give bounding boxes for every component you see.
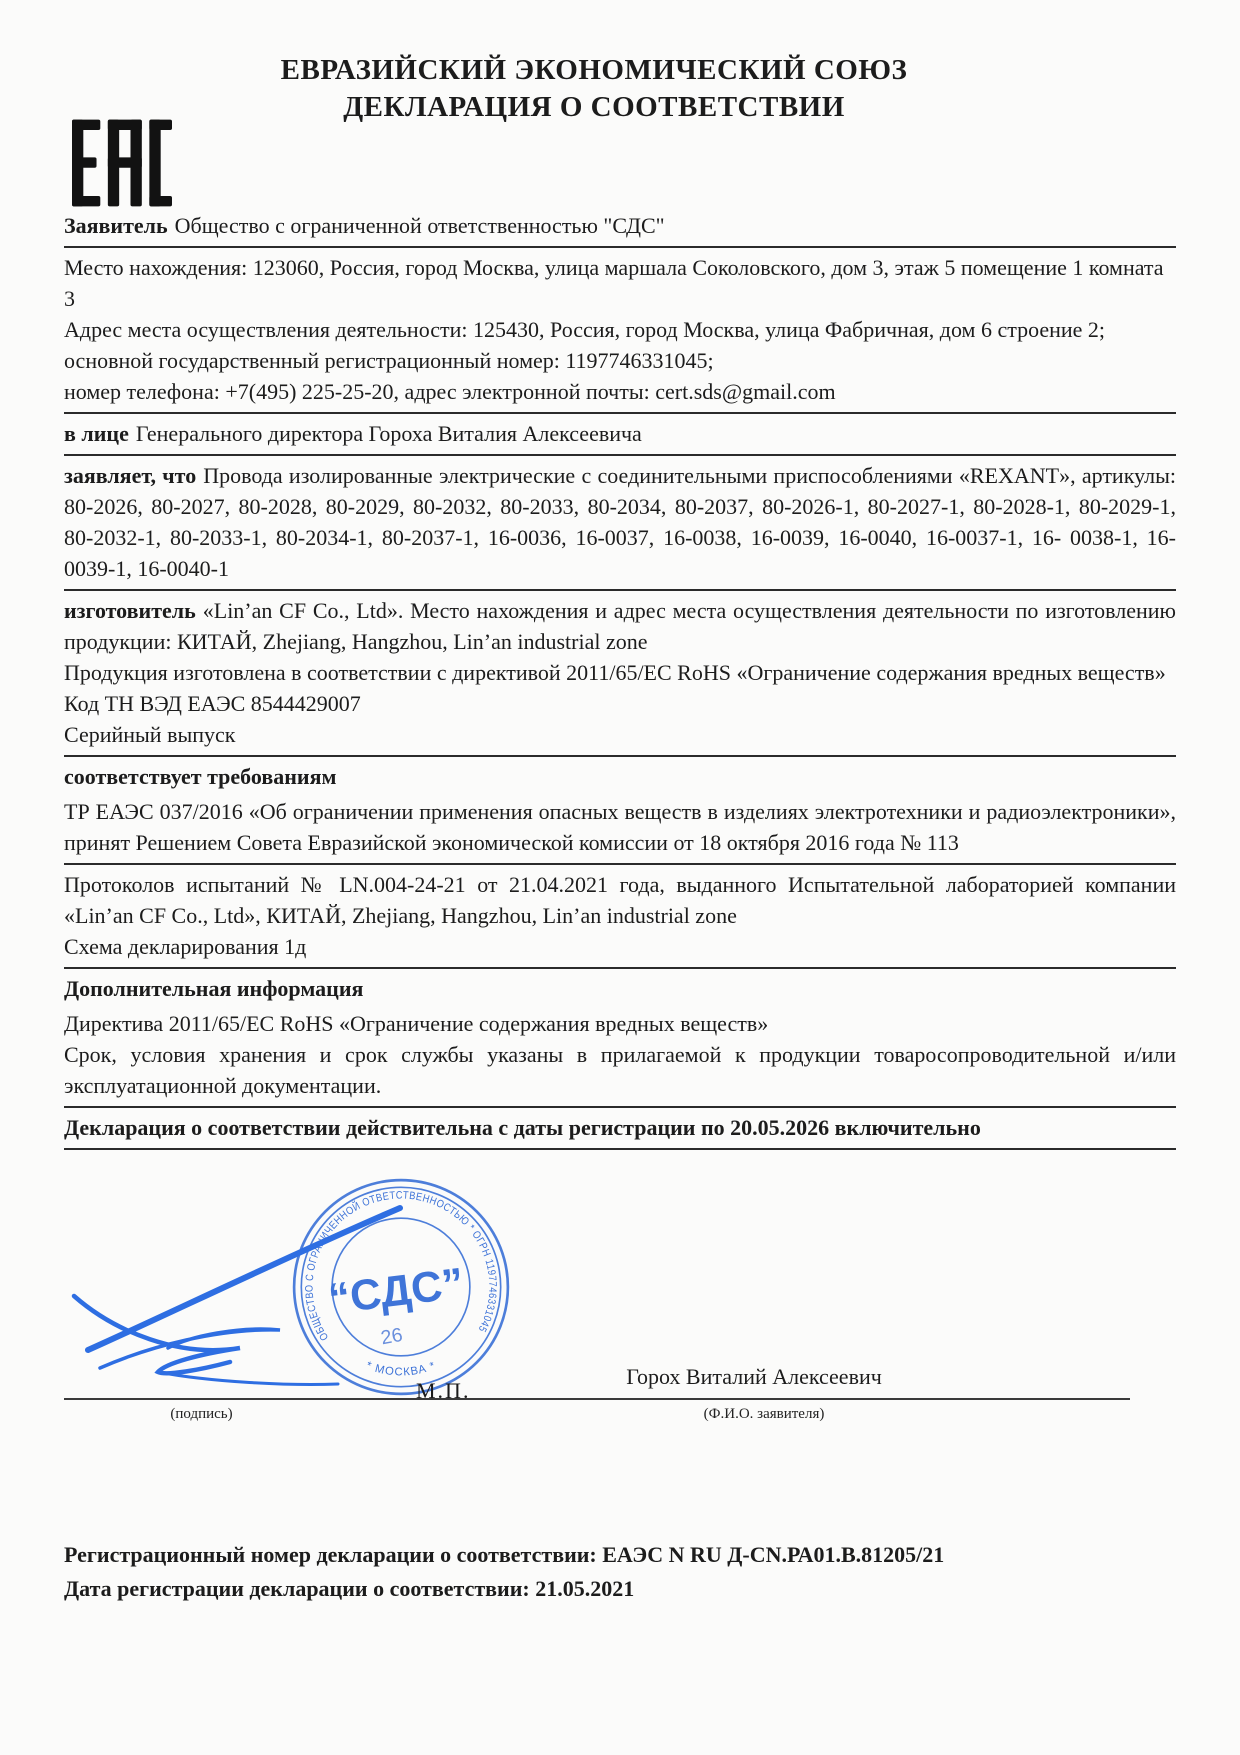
signature-caption: (подпись) (170, 1406, 233, 1422)
storage-info-row: Срок, условия хранения и срок службы указаны в прилагаемой к продукции товаросопроводительной и/или эксплуатационной документации. (64, 1042, 1176, 1098)
declares-label: заявляет, что (64, 463, 197, 488)
directive-info-row: Директива 2011/65/EC RoHS «Ограничение содержания вредных веществ» (64, 1011, 769, 1036)
in-person-value: Генерального директора Гороха Виталия Алексеевича (135, 421, 642, 446)
divider (64, 1106, 1176, 1108)
doc-title-line1: ЕВРАЗИЙСКИЙ ЭКОНОМИЧЕСКИЙ СОЮЗ (280, 54, 908, 86)
in-person-label: в лице (64, 421, 129, 446)
serial-issue-row: Серийный выпуск (64, 722, 236, 747)
applicant-label: Заявитель (64, 213, 168, 238)
declarant-name: Горох Виталий Алексеевич (626, 1364, 882, 1389)
phone-email-row: номер телефона: +7(495) 225-25-20, адрес электронной почты: cert.sds@gmail.com (64, 379, 836, 404)
additional-info-heading: Дополнительная информация (64, 976, 364, 1001)
divider (64, 454, 1176, 456)
stamp-place-label: М.П. (416, 1378, 471, 1403)
activity-address-row: Адрес места осуществления деятельности: 125430, Россия, город Москва, улица Фабричная, дом 6 строение 2; основной государственный регистрационный номер: 1197746331045; (64, 317, 1106, 373)
declares-row (64, 460, 1176, 584)
divider (64, 1148, 1176, 1150)
validity-row: Декларация о соответствии действительна с даты регистрации по 20.05.2026 включительно (64, 1115, 981, 1140)
declares-value: Провода изолированные электрические с соединительными приспособлениями «REXANT», артикулы: 80-2026, 80-2027, 80-2028, 80-2029, 80-2032, 80-2033, 80-2034, 80-2037, 80-2026-1, 80-2027-1, 80-2028-1, 80-2029-1, 80-2032-1, 80-2033-1, 80-2034-1, 80-2037-1, 16-0036, 16-0037, 16-0038, 16-0039, 16-0040, 16-0037-1, 16- 0038-1, 16-0039-1, 16-0040-1 (64, 463, 1176, 581)
stamp-center-text: “СДС” (325, 1259, 467, 1324)
divider (64, 412, 1176, 414)
divider (64, 246, 1176, 248)
stamp-ring-bottom-text: * МОСКВА * (364, 1359, 438, 1379)
stamp-number: 26 (379, 1323, 405, 1350)
production-directive-row: Продукция изготовлена в соответствии с директивой 2011/65/EC RoHS «Ограничение содержания вредных веществ» (64, 660, 1166, 685)
signature-stamp-block (64, 1154, 1176, 1522)
tr-eaes-row: ТР ЕАЭС 037/2016 «Об ограничении применения опасных веществ в изделиях электротехники и радиоэлектроники», принят Решением Совета Евразийской экономической комиссии от 18 октября 2016 года № 113 (64, 799, 1176, 855)
applicant-value: Общество с ограниченной ответственностью "СДС" (174, 213, 665, 238)
document-header (64, 52, 1124, 126)
signature-line (64, 1398, 1130, 1400)
divider (64, 589, 1176, 591)
location-row: Место нахождения: 123060, Россия, город Москва, улица маршала Соколовского, дом 3, этаж 5 помещение 1 комната 3 (64, 255, 1164, 311)
manufacturer-label: изготовитель (64, 598, 196, 623)
tn-ved-code-row: Код ТН ВЭД ЕАЭС 8544429007 (64, 691, 361, 716)
doc-title-line2: ДЕКЛАРАЦИЯ О СООТВЕТСТВИИ (343, 91, 845, 123)
stamp-ring-text: ОБЩЕСТВО С ОГРАНИЧЕННОЙ ОТВЕТСТВЕННОСТЬЮ * ОГРН 1197746331045 (303, 1189, 499, 1343)
applicant-row (64, 210, 1176, 241)
complies-heading: соответствует требованиям (64, 764, 337, 789)
manufacturer-value: «Lin’an CF Co., Ltd». Место нахождения и адрес места осуществления деятельности по изготовлению продукции: КИТАЙ, Zhejiang, Hangzhou, Lin’an industrial zone (64, 598, 1176, 654)
divider (64, 863, 1176, 865)
name-caption: (Ф.И.О. заявителя) (703, 1406, 825, 1422)
registration-number-row: Регистрационный номер декларации о соответствии: ЕАЭС N RU Д-CN.РА01.В.81205/21 (64, 1542, 945, 1567)
manufacturer-row (64, 595, 1176, 657)
divider (64, 755, 1176, 757)
signature-ink-icon (70, 1200, 410, 1390)
in-person-row (64, 418, 1176, 449)
scheme-row: Схема декларирования 1д (64, 934, 307, 959)
protocols-row: Протоколов испытаний № LN.004-24-21 от 21.04.2021 года, выданного Испытательной лабораторией компании «Lin’an CF Co., Ltd», КИТАЙ, Zhejiang, Hangzhou, Lin’an industrial zone (64, 872, 1176, 928)
registration-date-row: Дата регистрации декларации о соответствии: 21.05.2021 (64, 1576, 635, 1601)
divider (64, 967, 1176, 969)
registration-footer (64, 1538, 1176, 1606)
